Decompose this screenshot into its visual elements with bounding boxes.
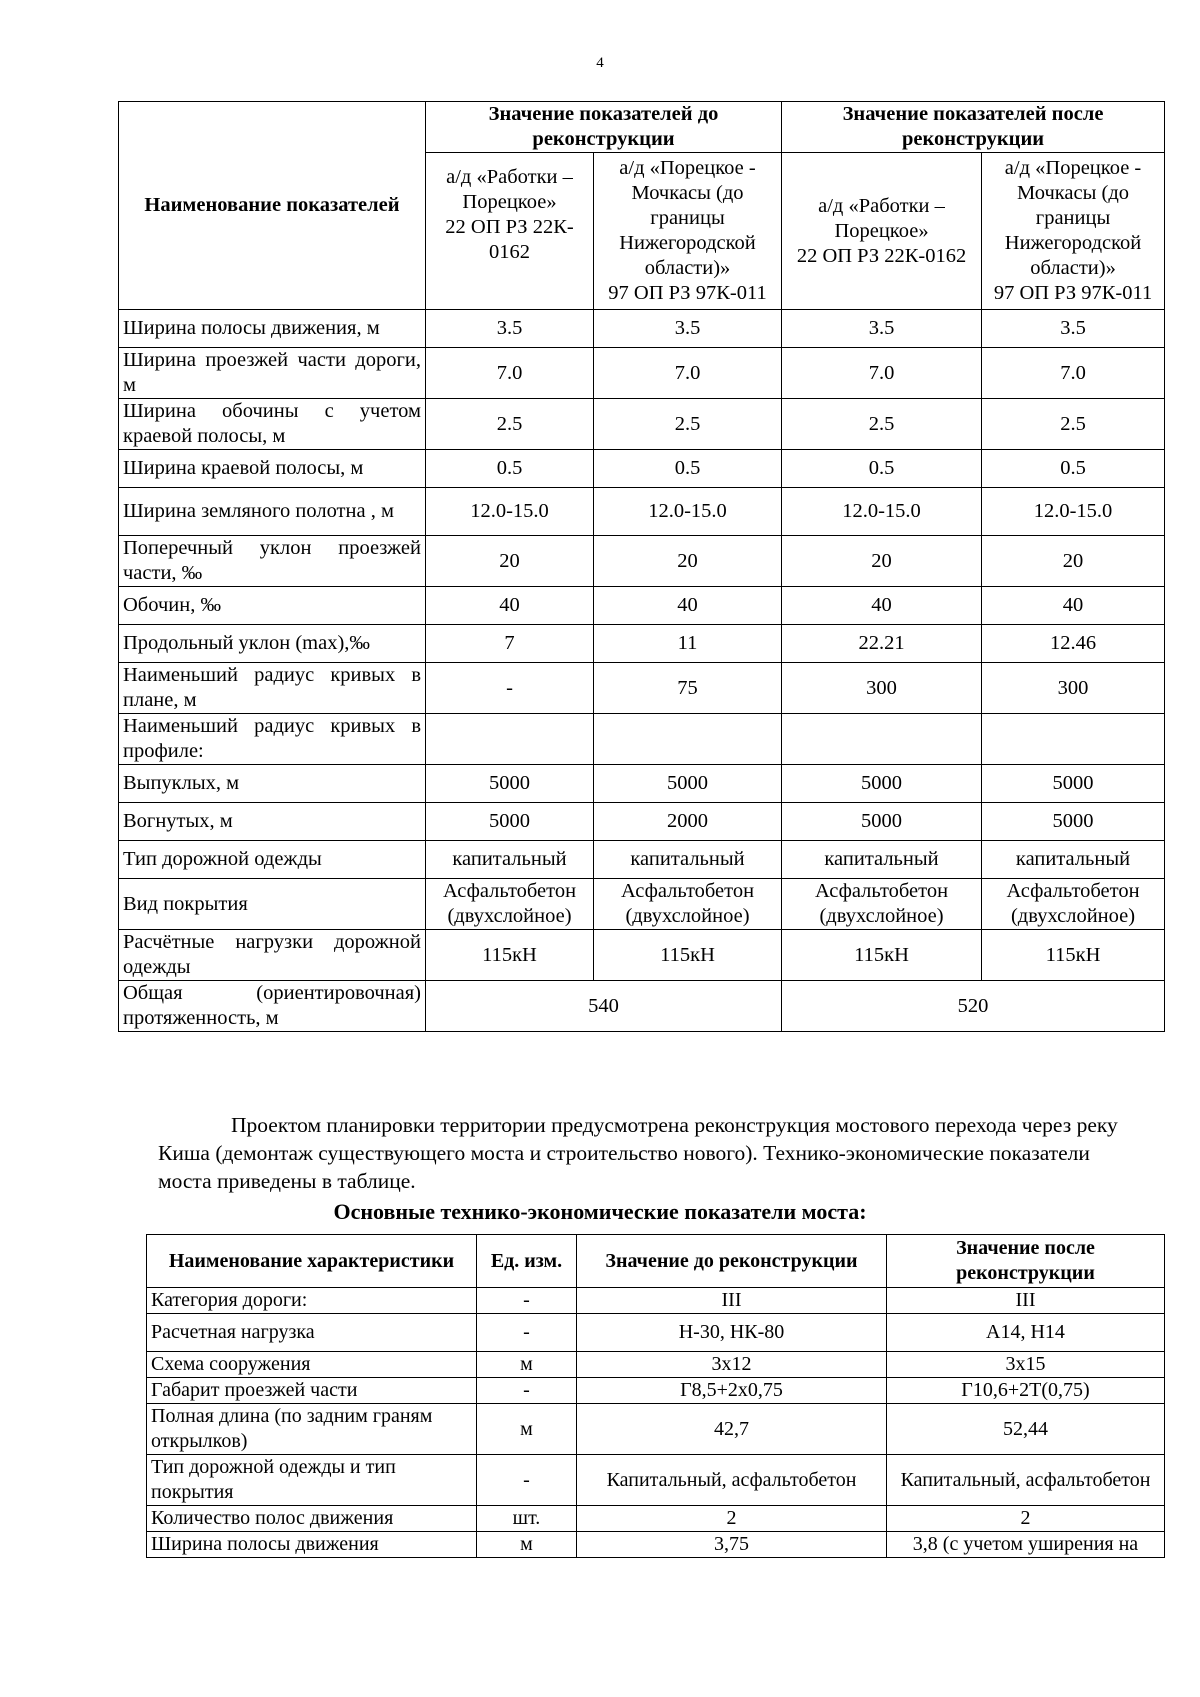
row-value: Асфальтобетон (двухслойное) (426, 879, 594, 930)
row-value: Г10,6+2Т(0,75) (887, 1378, 1165, 1404)
table-row (119, 450, 1165, 488)
table-row (147, 1378, 1165, 1404)
row-name: Полная длина (по задним граням открылков) (147, 1404, 477, 1455)
row-value: 5000 (982, 803, 1165, 841)
road-header-line: границы (1035, 207, 1111, 229)
row-name: Наименьший радиус кривых в плане, м (119, 663, 426, 714)
row-value: 3,8 (с учетом уширения на (887, 1532, 1165, 1558)
road-header-line: а/д «Работки – (446, 166, 573, 188)
row-name: Вид покрытия (119, 879, 426, 930)
row-value: 5000 (426, 803, 594, 841)
row-value (594, 714, 782, 765)
row-value: 7 (426, 625, 594, 663)
table-row (147, 1455, 1165, 1506)
row-value: 3х12 (577, 1352, 887, 1378)
row-value: 52,44 (887, 1404, 1165, 1455)
row-value: 115кН (594, 930, 782, 981)
table-row-total (119, 981, 1165, 1032)
road-header-line: а/д «Работки – (818, 194, 945, 217)
row-value: - (477, 1455, 577, 1506)
table-row (147, 1288, 1165, 1314)
row-value: 75 (594, 663, 782, 714)
table-row (147, 1352, 1165, 1378)
row-value: 2000 (594, 803, 782, 841)
row-value: 42,7 (577, 1404, 887, 1455)
table-row (119, 399, 1165, 450)
row-value: 115кН (426, 930, 594, 981)
road-header-line: 97 ОП РЗ 97К-011 (993, 282, 1153, 304)
table-row (119, 841, 1165, 879)
col-header-4: Значение после реконструкции (887, 1235, 1165, 1288)
row-value: 3.5 (426, 310, 594, 348)
row-name: Ширина обочины с учетом краевой полосы, м (119, 399, 426, 450)
row-value: 5000 (782, 765, 982, 803)
road-indicators-table (118, 101, 1165, 1032)
row-value: 3,75 (577, 1532, 887, 1558)
row-value: 300 (982, 663, 1165, 714)
table-row (119, 714, 1165, 765)
table-row (119, 348, 1165, 399)
row-value: 115кН (782, 930, 982, 981)
row-name: Габарит проезжей части (147, 1378, 477, 1404)
total-after: 520 (782, 981, 1165, 1032)
table-row (119, 310, 1165, 348)
row-name: Расчётные нагрузки дорожной одежды (119, 930, 426, 981)
table-row (147, 1314, 1165, 1352)
row-value: 7.0 (982, 348, 1165, 399)
row-value: шт. (477, 1506, 577, 1532)
row-value: Капитальный, асфальтобетон (577, 1455, 887, 1506)
road-header-line: границы (650, 207, 725, 229)
row-value: 20 (782, 536, 982, 587)
row-value: III (577, 1288, 887, 1314)
row-value: 3.5 (782, 310, 982, 348)
table-row (119, 803, 1165, 841)
col-header-2: Ед. изм. (477, 1235, 577, 1288)
row-value: 11 (594, 625, 782, 663)
row-value: 12.0-15.0 (982, 488, 1165, 536)
row-value: 12.0-15.0 (426, 488, 594, 536)
table-row (119, 663, 1165, 714)
row-name: Ширина полосы движения (147, 1532, 477, 1558)
row-value: 40 (426, 587, 594, 625)
road-header-line: Нижегородской (619, 232, 756, 254)
row-value: 5000 (782, 803, 982, 841)
row-name: Схема сооружения (147, 1352, 477, 1378)
row-name: Ширина краевой полосы, м (119, 450, 426, 488)
road-header-line: Мочкасы (до (1017, 182, 1130, 204)
paragraph: Проектом планировки территории предусмотрена реконструкция мостового перехода через реку Киша (демонтаж существующего моста и строительство нового). Технико-экономические показатели моста приведены в таблице. (158, 1113, 1118, 1193)
row-value (426, 714, 594, 765)
row-value: Г8,5+2х0,75 (577, 1378, 887, 1404)
row-name: Тип дорожной одежды и тип покрытия (147, 1455, 477, 1506)
road-header-line: Порецкое» (462, 191, 557, 213)
row-value (982, 714, 1165, 765)
road-header-line: области)» (1030, 257, 1116, 279)
total-before: 540 (426, 981, 782, 1032)
bridge-indicators-table (146, 1234, 1165, 1558)
row-value: 5000 (594, 765, 782, 803)
row-value: 2 (887, 1506, 1165, 1532)
road-header-1 (426, 153, 594, 310)
table-row (119, 879, 1165, 930)
row-value: - (477, 1314, 577, 1352)
row-value: капитальный (982, 841, 1165, 879)
row-value: 7.0 (782, 348, 982, 399)
row-value (782, 714, 982, 765)
header-after: Значение показателей после реконструкции (782, 102, 1165, 153)
row-name: Поперечный уклон проезжей части, ‰ (119, 536, 426, 587)
road-header-line: области)» (644, 257, 731, 279)
row-value: 40 (594, 587, 782, 625)
table2-title: Основные технико-экономические показатели моста: (333, 1199, 867, 1224)
row-value: 12.0-15.0 (782, 488, 982, 536)
row-name: Продольный уклон (max),‰ (119, 625, 426, 663)
row-value: 3х15 (887, 1352, 1165, 1378)
row-value: капитальный (782, 841, 982, 879)
road-header-line: 0162 (489, 241, 530, 263)
col-header-3: Значение до реконструкции (577, 1235, 887, 1288)
row-value: 12.46 (982, 625, 1165, 663)
row-value: 0.5 (982, 450, 1165, 488)
row-value: капитальный (594, 841, 782, 879)
row-name: Тип дорожной одежды (119, 841, 426, 879)
row-value: 2.5 (782, 399, 982, 450)
row-name: Ширина земляного полотна , м (119, 488, 426, 536)
row-name: Обочин, ‰ (119, 587, 426, 625)
row-value: Капитальный, асфальтобетон (887, 1455, 1165, 1506)
page-number: 4 (596, 55, 604, 71)
road-header-line: Порецкое» (834, 219, 929, 242)
row-value: 0.5 (782, 450, 982, 488)
row-value: 20 (982, 536, 1165, 587)
row-value: 2.5 (426, 399, 594, 450)
row-name: Вогнутых, м (119, 803, 426, 841)
table-row (119, 930, 1165, 981)
row-value: м (477, 1532, 577, 1558)
row-value: 2.5 (982, 399, 1165, 450)
row-name: Ширина проезжей части дороги, м (119, 348, 426, 399)
road-header-line: а/д «Порецкое - (619, 157, 756, 179)
row-value: 40 (782, 587, 982, 625)
row-value: 40 (982, 587, 1165, 625)
row-name: Выпуклых, м (119, 765, 426, 803)
row-name: Расчетная нагрузка (147, 1314, 477, 1352)
row-value: Асфальтобетон (двухслойное) (594, 879, 782, 930)
road-header-4 (982, 153, 1165, 310)
row-value: 20 (594, 536, 782, 587)
row-name: Ширина полосы движения, м (119, 310, 426, 348)
table-row (147, 1532, 1165, 1558)
road-header-line: 22 ОП РЗ 22К-0162 (796, 244, 967, 267)
row-value: капитальный (426, 841, 594, 879)
row-value: 5000 (426, 765, 594, 803)
row-value: Асфальтобетон (двухслойное) (982, 879, 1165, 930)
road-header-line: 97 ОП РЗ 97К-011 (608, 282, 767, 304)
row-value: - (477, 1288, 577, 1314)
row-value: 22.21 (782, 625, 982, 663)
row-value: 12.0-15.0 (594, 488, 782, 536)
road-header-line: 22 ОП РЗ 22К- (445, 216, 574, 238)
row-value: 5000 (982, 765, 1165, 803)
row-value: 300 (782, 663, 982, 714)
row-value: м (477, 1404, 577, 1455)
header-name-column: Наименование показателей (119, 102, 426, 310)
row-value: 20 (426, 536, 594, 587)
table-row (147, 1506, 1165, 1532)
row-value: - (426, 663, 594, 714)
table-row (119, 536, 1165, 587)
row-name: Категория дороги: (147, 1288, 477, 1314)
row-value: А14, Н14 (887, 1314, 1165, 1352)
row-value: - (477, 1378, 577, 1404)
road-header-2 (594, 153, 782, 310)
road-header-3 (782, 153, 982, 310)
row-value: Н-30, НК-80 (577, 1314, 887, 1352)
row-value: 2 (577, 1506, 887, 1532)
col-header-1: Наименование характеристики (147, 1235, 477, 1288)
row-value: Асфальтобетон (двухслойное) (782, 879, 982, 930)
row-value: 2.5 (594, 399, 782, 450)
table-row (119, 587, 1165, 625)
row-value: 0.5 (426, 450, 594, 488)
row-value: 7.0 (426, 348, 594, 399)
row-value: 115кН (982, 930, 1165, 981)
row-name: Наименьший радиус кривых в профиле: (119, 714, 426, 765)
table-row (119, 625, 1165, 663)
row-value: 7.0 (594, 348, 782, 399)
road-header-line: а/д «Порецкое - (1004, 157, 1142, 179)
row-value: 0.5 (594, 450, 782, 488)
header-before: Значение показателей до реконструкции (426, 102, 782, 153)
road-header-line: Мочкасы (до (631, 182, 744, 204)
row-name: Количество полос движения (147, 1506, 477, 1532)
row-value: м (477, 1352, 577, 1378)
row-value: III (887, 1288, 1165, 1314)
table-row (119, 488, 1165, 536)
table-row (119, 765, 1165, 803)
table-row (147, 1404, 1165, 1455)
row-name: Общая (ориентировочная) протяженность, м (119, 981, 426, 1032)
road-header-line: Нижегородской (1004, 232, 1142, 254)
row-value: 3.5 (594, 310, 782, 348)
row-value: 3.5 (982, 310, 1165, 348)
